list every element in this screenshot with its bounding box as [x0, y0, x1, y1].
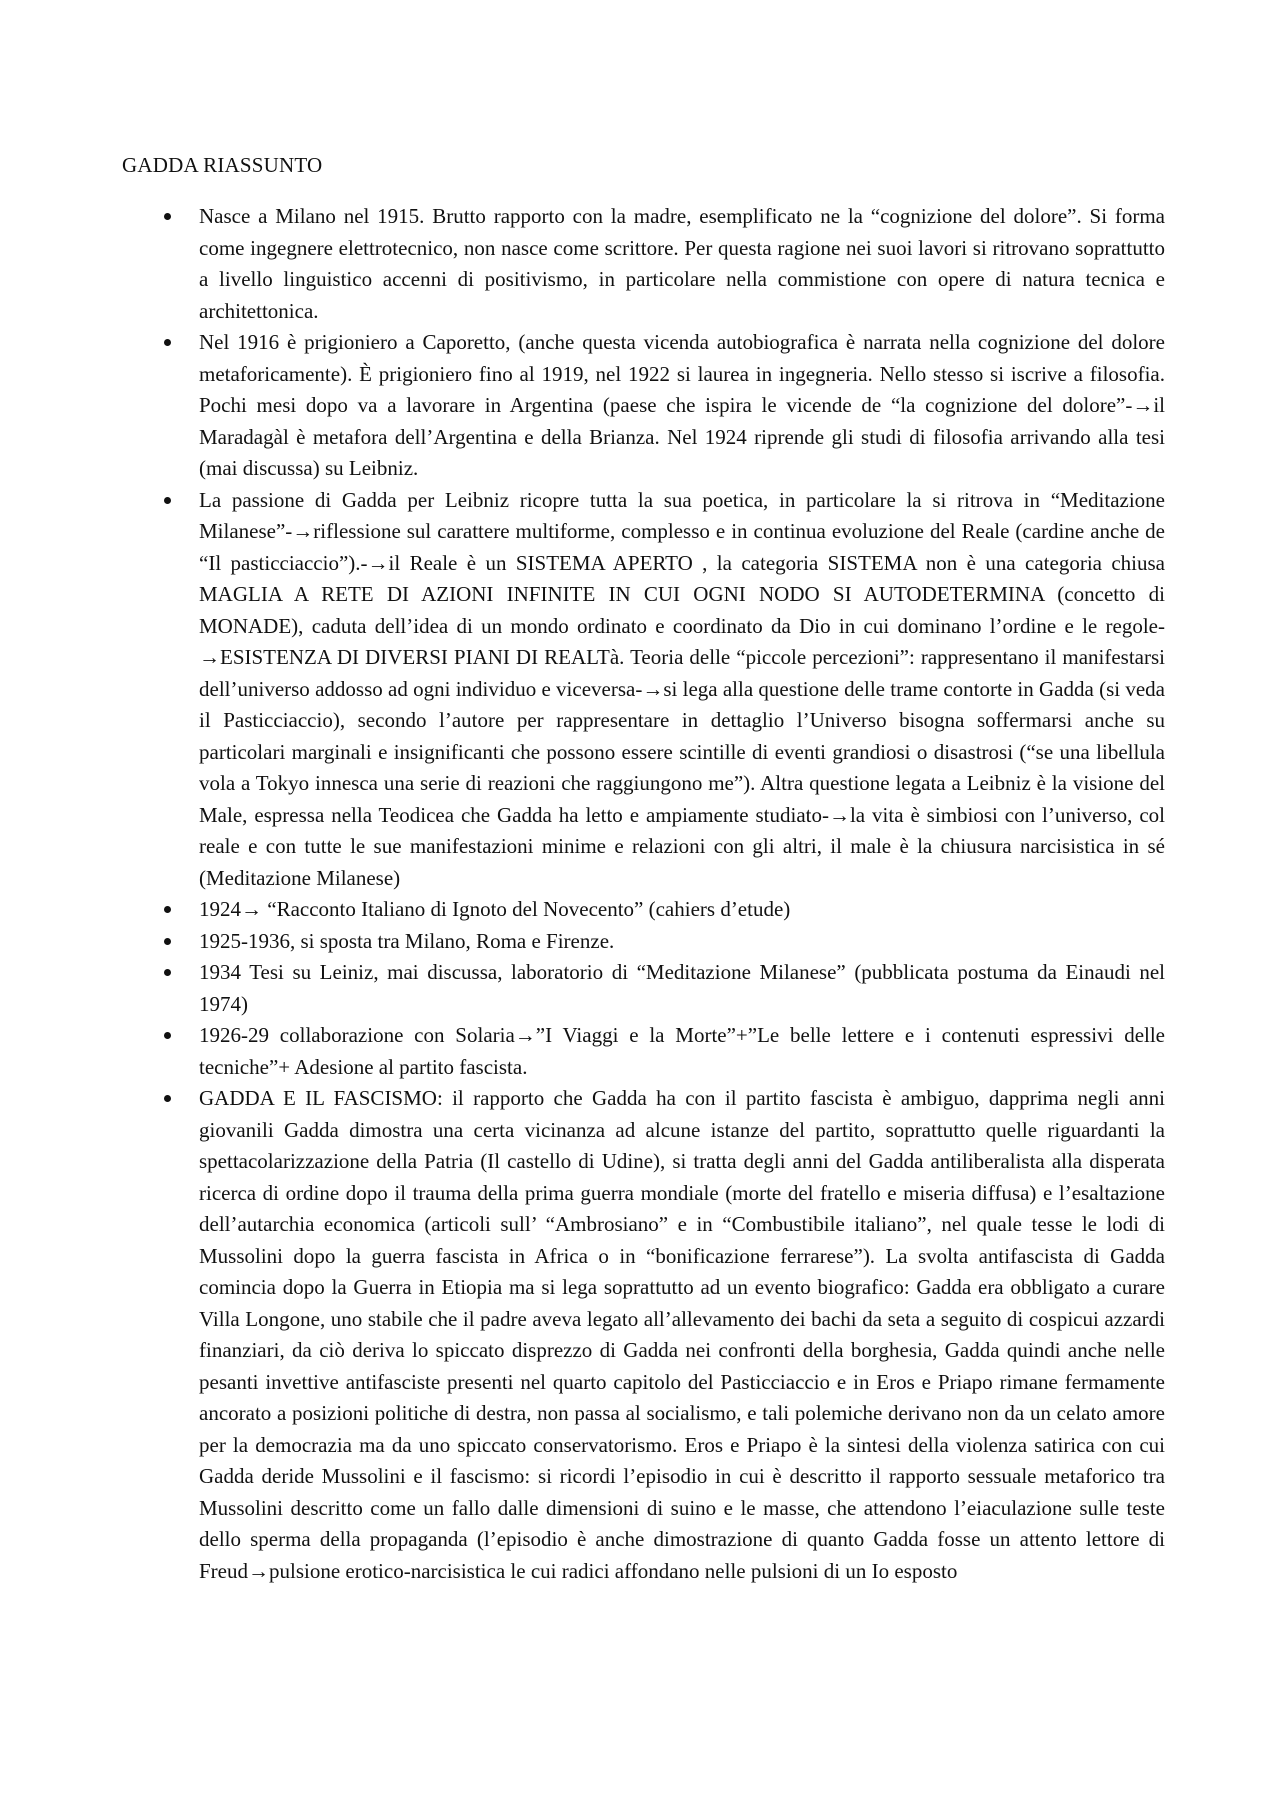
list-item-text: GADDA E IL FASCISMO: il rapporto che Gadda ha con il partito fascista è ambiguo, dapprima negli anni giovanili Gadda dimostra una certa vicinanza ad alcune istanze del partito, soprattutto quelle riguardanti la spettacolarizzazione della Patria (Il castello di Udine), si tratta degli anni del Gadda antiliberalista alla disperata ricerca di ordine dopo il trauma della prima guerra mondiale (morte del fratello e miseria diffusa) e l’esaltazione dell’autarchia economica (articoli sull’ “Ambrosiano” e in “Combustibile italiano”, nel quale tesse le lodi di Mussolini dopo la guerra fascista in Africa o in “bonificazione ferrarese”). La svolta antifascista di Gadda comincia dopo la Guerra in Etiopia ma si lega soprattutto ad un evento biografico: Gadda era obbligato a curare Villa Longone, uno stabile che il padre aveva legato all’allevamento dei bachi da seta a seguito di cospicui azzardi finanziari, da ciò deriva lo spiccato disprezzo di Gadda nei confronti della borghesia, Gadda quindi anche nelle pesanti invettive antifasciste presenti nel quarto capitolo del Pasticciaccio e in Eros e Priapo rimane fermamente ancorato a posizioni politiche di destra, non passa al socialismo, e tali polemiche derivano non da un celato amore per la democrazia ma da uno spiccato conservatorismo. Eros e Priapo è la sintesi della violenza satirica con cui Gadda deride Mussolini e il fascismo: si ricordi l’episodio in cui è descritto il rapporto sessuale metaforico tra Mussolini descritto come un fallo dalle dimensioni di suino e le masse, che attendono l’eiaculazione sulle teste dello sperma della propaganda (l’episodio è anche dimostrazione di quanto Gadda fosse un attento lettore di Freud→pulsione erotico-narcisistica le cui radici affondano nelle pulsioni di un Io esposto — [199, 1086, 1165, 1583]
document-title: GADDA RIASSUNTO — [122, 153, 323, 177]
list-item-text: La passione di Gadda per Leibniz ricopre tutta la sua poetica, in particolare la si ritrova in “Meditazione Milanese”-→riflessione sul carattere multiforme, complesso e in continua evoluzione del Reale (cardine anche de “Il pasticciaccio”).-→il Reale è un SISTEMA APERTO , la categoria SISTEMA non è una categoria chiusa MAGLIA A RETE DI AZIONI INFINITE IN CUI OGNI NODO SI AUTODETERMINA (concetto di MONADE), caduta dell’idea di un mondo ordinato e coordinato da Dio in cui dominano l’ordine e le regole-→ESISTENZA DI DIVERSI PIANI DI REALTà. Teoria delle “piccole percezioni”: rappresentano il manifestarsi dell’universo addosso ad ogni individuo e viceversa-→si lega alla questione delle trame contorte in Gadda (si veda il Pasticciaccio), secondo l’autore per rappresentare in dettaglio l’Universo bisogna soffermarsi anche su particolari marginali e insignificanti che possono essere scintille di eventi grandiosi o disastrosi (“se una libellula vola a Tokyo innesca una serie di reazioni che raggiungono me”). Altra questione legata a Leibniz è la visione del Male, espressa nella Teodicea che Gadda ha letto e ampiamente studiato-→la vita è simbiosi con l’universo, col reale e con tutte le sue manifestazioni minime e relazioni con gli altri, il male è la chiusura narcisistica in sé (Meditazione Milanese) — [199, 487, 1165, 890]
list-item-text: Nasce a Milano nel 1915. Brutto rapporto con la madre, esemplificato ne la “cognizione del dolore”. Si forma come ingegnere elettrotecnico, non nasce come scrittore. Per questa ragione nei suoi lavori si ritrovano soprattutto a livello linguistico accenni di positivismo, in particolare nella commistione con opere di natura tecnica e architettonica. — [199, 204, 1165, 323]
list-item — [122, 926, 1165, 958]
bullet-icon — [164, 213, 171, 220]
list-item — [122, 1083, 1165, 1587]
bullet-list — [122, 201, 1165, 1587]
list-item-text: 1926-29 collaborazione con Solaria→”I Viaggi e la Morte”+”Le belle lettere e i contenuti espressivi delle tecniche”+ Adesione al partito fascista. — [199, 1023, 1165, 1079]
list-item — [122, 1020, 1165, 1083]
list-item — [122, 485, 1165, 895]
bullet-icon — [164, 969, 171, 976]
list-item-text: 1934 Tesi su Leiniz, mai discussa, laboratorio di “Meditazione Milanese” (pubblicata postuma da Einaudi nel 1974) — [199, 960, 1165, 1016]
list-item — [122, 327, 1165, 485]
bullet-icon — [164, 906, 171, 913]
bullet-icon — [164, 1095, 171, 1102]
list-item-text: Nel 1916 è prigioniero a Caporetto, (anche questa vicenda autobiografica è narrata nella cognizione del dolore metaforicamente). È prigioniero fino al 1919, nel 1922 si laurea in ingegneria. Nello stesso si iscrive a filosofia. Pochi mesi dopo va a lavorare in Argentina (paese che ispira le vicende de “la cognizione del dolore”-→il Maradagàl è metafora dell’Argentina e della Brianza. Nel 1924 riprende gli studi di filosofia arrivando alla tesi (mai discussa) su Leibniz. — [199, 330, 1165, 480]
bullet-icon — [164, 497, 171, 504]
bullet-icon — [164, 339, 171, 346]
list-item-text: 1925-1936, si sposta tra Milano, Roma e Firenze. — [199, 928, 615, 953]
bullet-icon — [164, 1032, 171, 1039]
bullet-icon — [164, 938, 171, 945]
list-item — [122, 957, 1165, 1020]
list-item — [122, 894, 1165, 926]
list-item — [122, 201, 1165, 327]
list-item-text: 1924→ “Racconto Italiano di Ignoto del Novecento” (cahiers d’etude) — [199, 897, 791, 921]
